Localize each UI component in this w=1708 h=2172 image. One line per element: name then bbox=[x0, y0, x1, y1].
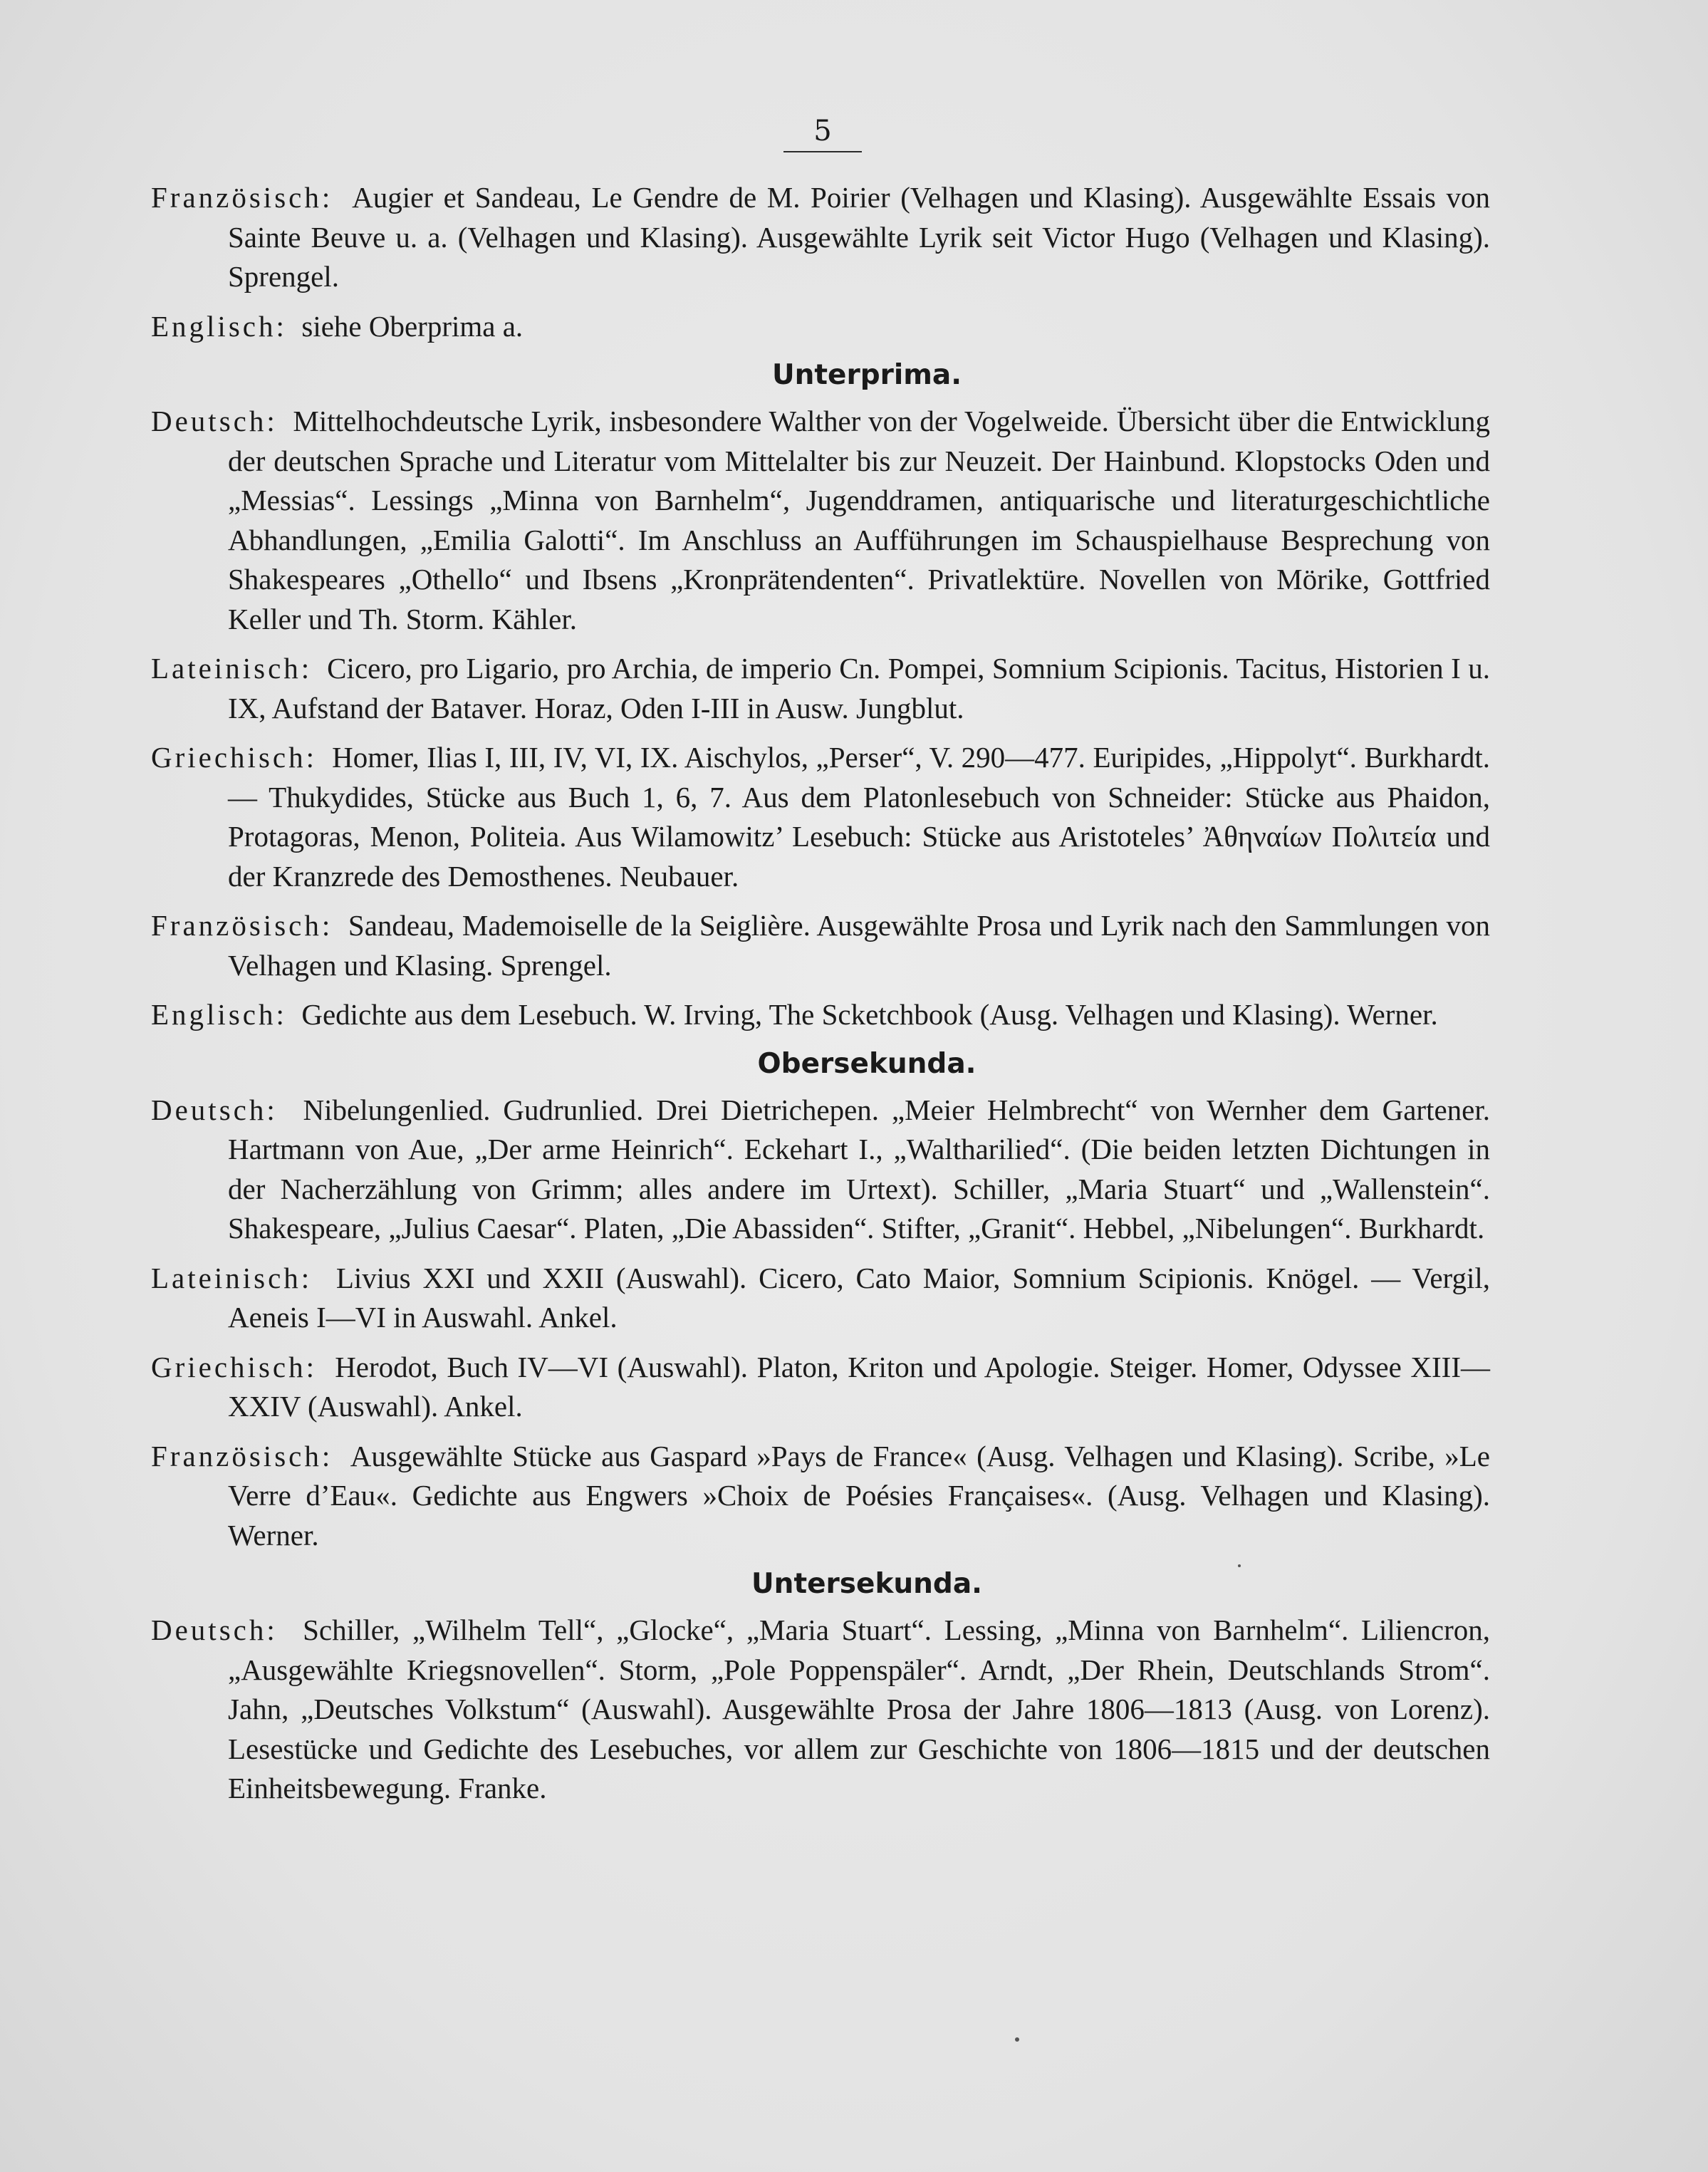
subject-label: Lateinisch: bbox=[151, 652, 313, 685]
page-content bbox=[151, 178, 1490, 1819]
entry-deutsch-obersekunda bbox=[151, 1091, 1490, 1249]
subject-label: Deutsch: bbox=[151, 1614, 278, 1646]
subject-label: Deutsch: bbox=[151, 405, 278, 437]
entry-text: Gedichte aus dem Lesebuch. W. Irving, The Scketchbook (Ausg. Velhagen und Klasing). Werner. bbox=[301, 998, 1438, 1031]
entry-text: Sandeau, Mademoiselle de la Seiglière. Ausgewählte Prosa und Lyrik nach den Sammlungen von Velhagen und Klasing. Sprengel. bbox=[228, 909, 1491, 982]
section-heading-obersekunda: Obersekunda. bbox=[757, 1047, 977, 1080]
subject-label: Französisch: bbox=[151, 1439, 333, 1472]
entry-text: Augier et Sandeau, Le Gendre de M. Poirier (Velhagen und Klasing). Ausgewählte Essais von Sainte Beuve u. a. (Velhagen und Klasing). Ausgewählte Lyrik seit Victor Hugo (Velhagen und Klasing). Sprengel. bbox=[228, 181, 1490, 293]
entry-griechisch-obersekunda bbox=[151, 1348, 1490, 1427]
entry-franzoesisch-obersekunda bbox=[151, 1437, 1490, 1556]
page-number: 5 bbox=[813, 115, 832, 147]
entry-text: Herodot, Buch IV—VI (Auswahl). Platon, Kriton und Apologie. Steiger. Homer, Odyssee XIII—XXIV (Auswahl). Ankel. bbox=[228, 1350, 1490, 1423]
entry-griechisch-unterprima bbox=[151, 738, 1490, 896]
section-heading-untersekunda: Untersekunda. bbox=[751, 1568, 982, 1600]
page-number-rule bbox=[783, 151, 862, 152]
entry-text: Livius XXI und XXII (Auswahl). Cicero, Cato Maior, Somnium Scipionis. Knögel. — Vergil, Aeneis I—VI in Auswahl. Ankel. bbox=[228, 1261, 1491, 1334]
subject-label: Französisch: bbox=[151, 909, 333, 942]
entry-text: Cicero, pro Ligario, pro Archia, de imperio Cn. Pompei, Somnium Scipionis. Tacitus, Historien I u. IX, Aufstand der Bataver. Horaz, Oden I-III in Ausw. Jungblut. bbox=[228, 652, 1490, 724]
entry-englisch-oberprima bbox=[151, 307, 1490, 347]
entry-deutsch-unterprima bbox=[151, 402, 1490, 639]
entry-text: Nibelungenlied. Gudrunlied. Drei Dietrichepen. „Meier Helmbrecht“ von Wernher dem Gartener. Hartmann von Aue, „Der arme Heinrich“. Eckehart I., „Waltharilied“. (Die beiden letzten Dichtungen in der Nacherzählung von Grimm; alles andere im Urtext). Schiller, „Maria Stuart“ und „Wallenstein“. Shakespeare, „Julius Caesar“. Platen, „Die Abassiden“. Stifter, „Granit“. Hebbel, „Nibelungen“. Burkhardt. bbox=[228, 1093, 1491, 1245]
subject-label: Englisch: bbox=[151, 309, 287, 343]
print-speck bbox=[1238, 1564, 1241, 1567]
entry-englisch-unterprima bbox=[151, 995, 1490, 1035]
entry-lateinisch-unterprima bbox=[151, 649, 1490, 728]
subject-label: Deutsch: bbox=[151, 1093, 278, 1126]
print-speck bbox=[1015, 2037, 1019, 2042]
subject-label: Griechisch: bbox=[151, 1350, 317, 1383]
entry-text: Mittelhochdeutsche Lyrik, insbesondere Walther von der Vogelweide. Übersicht über die Entwicklung der deutschen Sprache und Literatur vom Mittelalter bis zur Neuzeit. Der Hainbund. Klopstocks Oden und „Messias“. Lessings „Minna von Barnhelm“, Jugenddramen, antiquarische und literaturgeschichtliche Abhandlungen, „Emilia Galotti“. Im Anschluss an Aufführungen im Schauspielhause Besprechung von Shakespeares „Othello“ und Ibsens „Kronprätendenten“. Privatlektüre. Novellen von Mörike, Gottfried Keller und Th. Storm. Kähler. bbox=[228, 405, 1491, 635]
subject-label: Französisch: bbox=[151, 181, 333, 214]
entry-franzoesisch-oberprima bbox=[151, 178, 1490, 297]
entry-lateinisch-obersekunda bbox=[151, 1259, 1490, 1338]
subject-label: Griechisch: bbox=[151, 741, 317, 774]
entry-text: Ausgewählte Stücke aus Gaspard »Pays de France« (Ausg. Velhagen und Klasing). Scribe, »Le Verre d’Eau«. Gedichte aus Engwers »Choix de Poésies Françaises«. (Ausg. Velhagen und Klasing). Werner. bbox=[228, 1439, 1490, 1552]
entry-deutsch-untersekunda bbox=[151, 1611, 1490, 1809]
entry-text: siehe Oberprima a. bbox=[301, 309, 524, 343]
entry-text: Schiller, „Wilhelm Tell“, „Glocke“, „Maria Stuart“. Lessing, „Minna von Barnhelm“. Liliencron, „Ausgewählte Kriegsnovellen“. Storm, „Pole Poppenspäler“. Arndt, „Der Rhein, Deutschlands Strom“. Jahn, „Deutsches Volkstum“ (Auswahl). Ausgewählte Prosa der Jahre 1806—1813 (Ausg. von Lorenz). Lesestücke und Gedichte des Lesebuches, vor allem zur Geschichte von 1806—1815 und der deutschen Einheitsbewegung. Franke. bbox=[228, 1614, 1491, 1804]
subject-label: Lateinisch: bbox=[151, 1261, 313, 1294]
subject-label: Englisch: bbox=[151, 998, 287, 1031]
entry-franzoesisch-unterprima bbox=[151, 906, 1490, 985]
section-heading-unterprima: Unterprima. bbox=[771, 359, 962, 391]
entry-text: Homer, Ilias I, III, IV, VI, IX. Aischylos, „Perser“, V. 290—477. Euripides, „Hippolyt“. Burkhardt. — Thukydides, Stücke aus Buch 1, 6, 7. Aus dem Platonlesebuch von Schneider: Stücke aus Phaidon, Protagoras, Menon, Politeia. Aus Wilamowitz’ Lesebuch: Stücke aus Aristoteles’ Ἀθηναίων Πολιτεία und der Kranzrede des Demosthenes. Neubauer. bbox=[228, 741, 1491, 893]
